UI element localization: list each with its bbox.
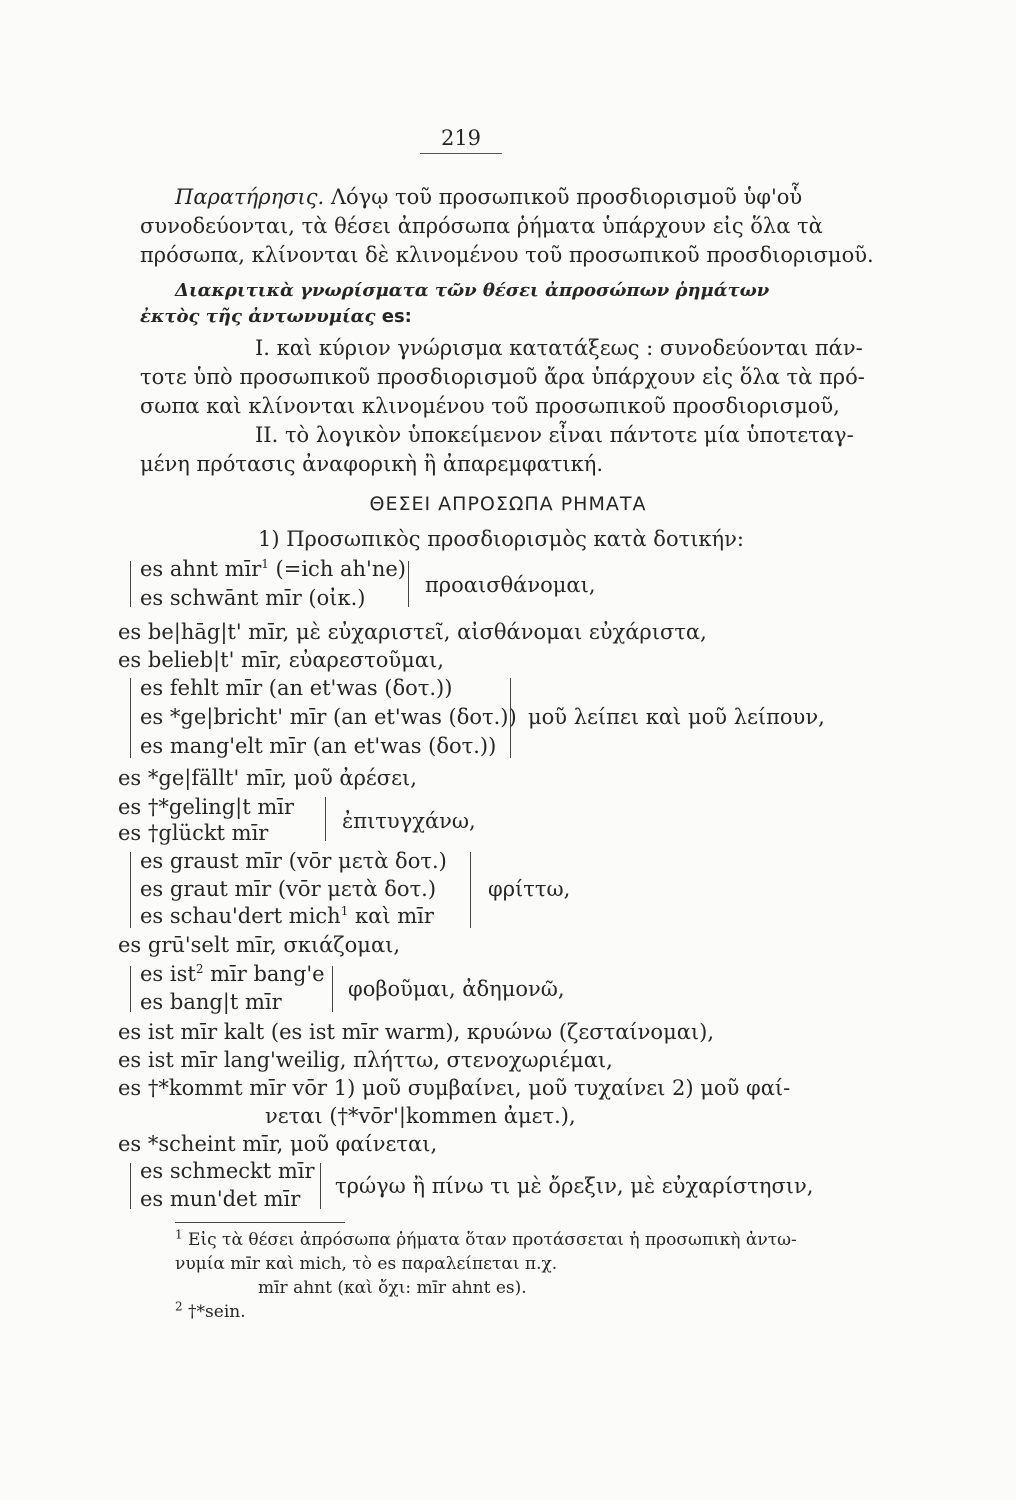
entry-6-gloss: ἐπιτυγχάνω, [342,809,476,833]
brace-left [130,561,131,607]
footnote-1-line-1 [175,1229,797,1251]
page-number-rule [420,153,502,154]
entry-6b: es †glückt mīr [118,821,269,845]
entry-6a: es †*geling|t mīr [118,795,295,819]
section-heading: ΘΕΣΕΙ ΑΠΡΟΣΩΠΑ ΡΗΜΑΤΑ [369,493,647,515]
entry-5: es *ge|fällt' mīr, μοῦ ἀρέσει, [118,766,417,790]
footnote-2-text: †*sein. [188,1302,246,1322]
entry-7-gloss: φρίττω, [488,877,571,901]
brace-right [470,852,471,928]
brace-right [510,678,511,758]
entry-1a-text: es ahnt mīr [140,557,262,581]
entry-1a-rest: (=ich ah'ne) [268,557,406,581]
entry-7c [140,903,434,929]
point-1-line-1: I. καὶ κύριον γνώρισμα κατατάξεως : συνοδεύονται πάν- [255,336,863,360]
entry-9b: es bang|t mīr [140,990,282,1014]
point-2-line-1: II. τὸ λογικὸν ὑποκείμενον εἶναι πάντοτε μία ὑποτεταγ- [255,423,854,447]
entry-4c: es mang'elt mīr (an et'was (δοτ.)) [140,734,497,758]
footnote-2 [175,1301,246,1323]
brace-left [130,1163,131,1209]
footnote-ref: 1 [261,557,269,571]
entry-1b: es schwānt mīr (οἰκ.) [140,586,366,610]
remark-line-2: συνοδεύονται, τὰ θέσει ἀπρόσωπα ῥήματα ὑπάρχουν εἰς ὅλα τὰ [140,214,823,238]
footnote-ref: 1 [340,904,349,918]
entry-9-gloss: φοβοῦμαι, ἀδημονῶ, [348,977,565,1001]
entry-14b: es mun'det mīr [140,1187,301,1211]
brace-right [332,966,333,1012]
entry-12a: es †*kommt mīr vōr 1) μοῦ συμβαίνει, μοῦ τυχαίνει 2) μοῦ φαί- [118,1076,791,1100]
brace-right [408,561,409,607]
entry-4-gloss: μοῦ λείπει καὶ μοῦ λείπουν, [528,705,825,729]
entry-1-gloss: προαισθάνομαι, [425,573,596,597]
entry-9a-rest: mīr bang'e [203,962,325,986]
footnote-1-line-1-text: Εἰς τὰ θέσει ἀπρόσωπα ῥήματα ὅταν προτάσσεται ἡ προσωπικὴ ἀντω- [188,1230,797,1250]
entry-7c-text: es schau'dert mich [140,904,341,928]
remark-line-1-text: Λόγῳ τοῦ προσωπικοῦ προσδιορισμοῦ ὑφ'οὗ [324,185,803,209]
brace-right [325,797,326,841]
footnote-ref: 2 [195,962,204,976]
page-number: 219 [440,126,482,150]
entry-4b: es *ge|bricht' mīr (an et'was (δοτ.)) [140,705,517,729]
entry-3: es belieb|t' mīr, εὐαρεστοῦμαι, [118,648,444,672]
entry-14-gloss: τρώγω ἢ πίνω τι μὲ ὄρεξιν, μὲ εὐχαρίστησιν, [335,1174,814,1198]
entry-14a: es schmeckt mīr [140,1159,315,1183]
subsection-heading: 1) Προσωπικὸς προσδιορισμὸς κατὰ δοτικήν: [258,527,744,551]
remark-label: Παρατήρησις. [175,185,325,209]
entry-4a: es fehlt mīr (an et'was (δοτ.)) [140,676,453,700]
entry-2: es be|hāg|t' mīr, μὲ εὐχαριστεῖ, αἰσθάνομαι εὐχάριστα, [118,620,707,644]
remark-line-1 [175,184,802,210]
entry-7c-rest: καὶ mīr [348,904,434,928]
footnote-1-line-2: νυμία mīr καὶ mich, τὸ es παραλείπεται π.χ. [175,1254,558,1274]
remark-line-3: πρόσωπα, κλίνονται δὲ κλινομένου τοῦ προσωπικοῦ προσδιορισμοῦ. [140,243,874,267]
brace-left [130,966,131,1012]
entry-7a: es graust mīr (vōr μετὰ δοτ.) [140,849,447,873]
brace-left [130,678,131,758]
footnote-1-line-3: mīr ahnt (καὶ ὄχι: mīr ahnt es). [258,1278,527,1298]
entry-9a [140,961,325,987]
point-1-line-2: τοτε ὑπὸ προσωπικοῦ προσδιορισμοῦ ἄρα ὑπάρχουν εἰς ὅλα τὰ πρό- [140,365,865,389]
entry-11: es ist mīr lang'weilig, πλήττω, στενοχωριέμαι, [118,1048,613,1072]
footnote-rule [175,1222,345,1223]
point-1-line-3: σωπα καὶ κλίνονται κλινομένου τοῦ προσωπικοῦ προσδιορισμοῦ, [140,394,840,418]
brace-right [320,1163,321,1209]
distinguishing-heading-line-1: Διακριτικὰ γνωρίσματα τῶν θέσει ἀπροσώπων ῥημάτων [175,280,770,301]
brace-left [130,852,131,928]
entry-8: es grū'selt mīr, σκιάζομαι, [118,933,401,957]
distinguishing-heading-line-2 [140,302,412,330]
footnote-1-mark: 1 [175,1227,183,1242]
entry-1a [140,556,406,582]
point-2-line-2: μένη πρότασις ἀναφορικὴ ἢ ἀπαρεμφατική. [140,452,603,476]
entry-7b: es graut mīr (vōr μετὰ δοτ.) [140,877,437,901]
entry-9a-text: es ist [140,962,196,986]
distinguishing-heading-es: es: [375,306,412,327]
entry-13: es *scheint mīr, μοῦ φαίνεται, [118,1132,438,1156]
entry-10: es ist mīr kalt (es ist mīr warm), κρυώνω (ζεσταίνομαι), [118,1020,715,1044]
entry-12b: νεται (†*vōr'|kommen ἀμετ.), [265,1104,576,1128]
footnote-2-mark: 2 [175,1299,183,1314]
distinguishing-heading-text: ἐκτὸς τῆς ἀντωνυμίας [140,306,376,327]
